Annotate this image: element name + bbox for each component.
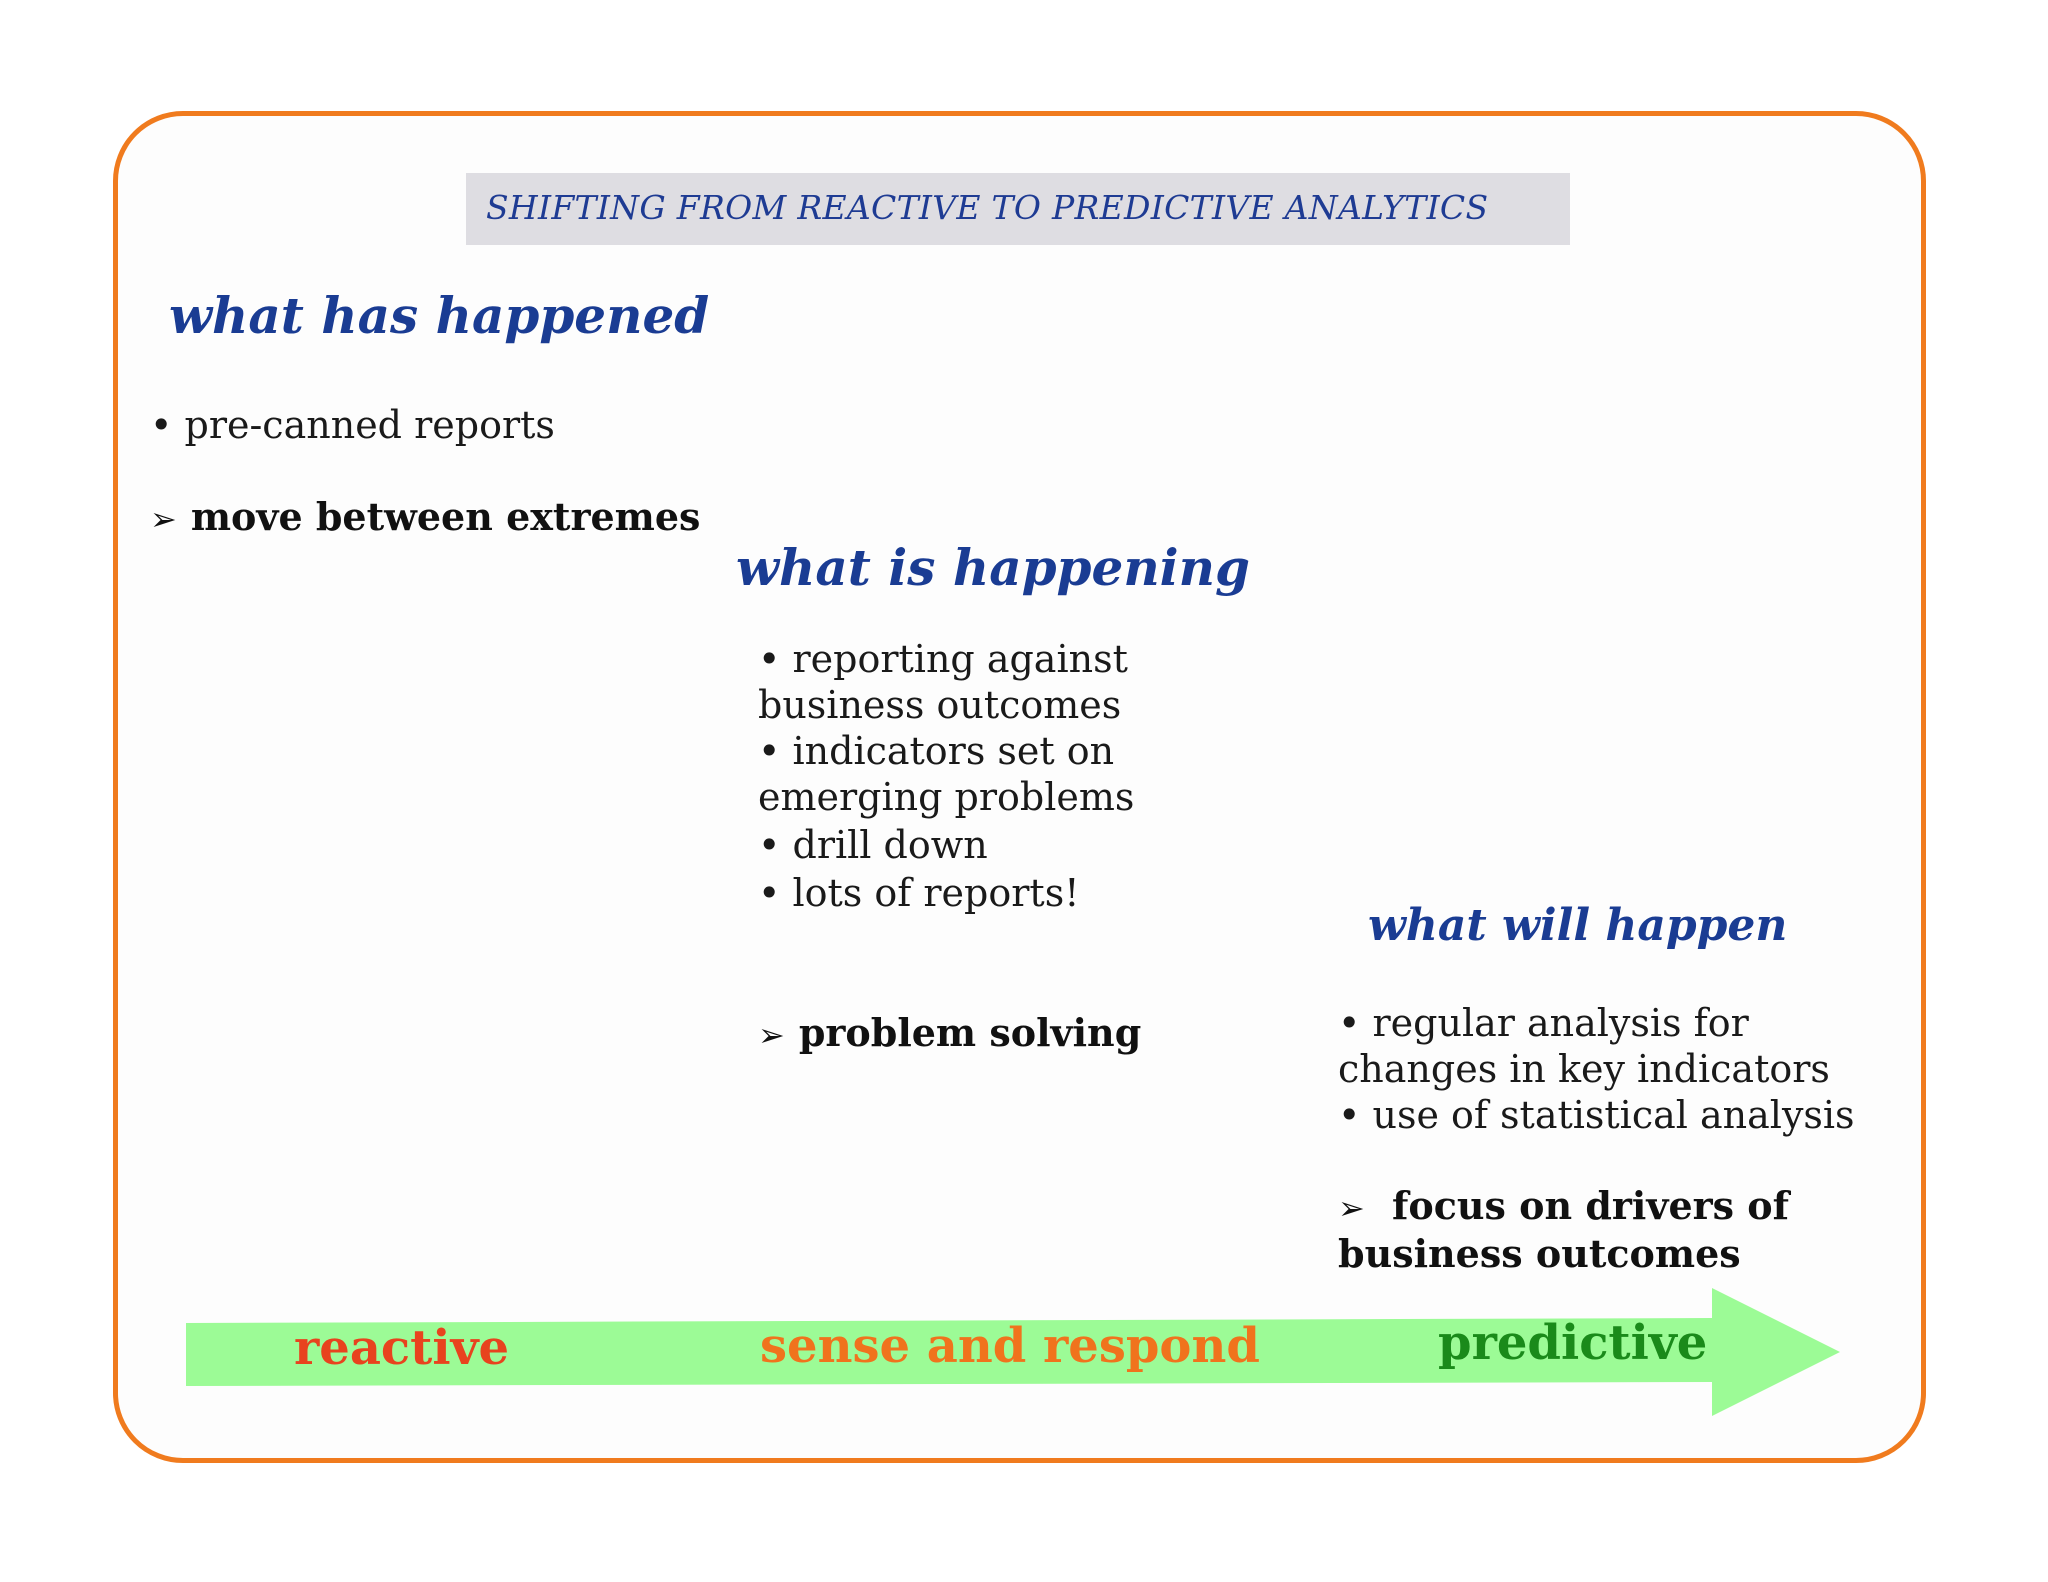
stage-label-sense-and-respond: sense and respond (760, 1318, 1260, 1374)
heading-what-will-happen: what will happen (1368, 900, 1788, 951)
slide-title: SHIFTING FROM REACTIVE TO PREDICTIVE ANALYTICS (486, 188, 1489, 227)
bullet-item: • lots of reports! (758, 871, 1080, 915)
bullet-item: • indicators set on (758, 729, 1115, 773)
conclusion-text: problem solving (798, 1010, 1142, 1055)
arrowhead-bullet-icon: ➢ (758, 1016, 785, 1054)
conclusion-text-line2: business outcomes (1338, 1231, 1741, 1276)
bullet-item: emerging problems (758, 775, 1135, 819)
bullet-item: • regular analysis for (1338, 1001, 1749, 1045)
conclusion-text: focus on drivers of (1392, 1183, 1789, 1228)
heading-what-is-happening: what is happening (736, 538, 1250, 597)
bullet-item: business outcomes (758, 683, 1122, 727)
arrowhead-bullet-icon: ➢ (150, 500, 177, 538)
bullet-item: • drill down (758, 823, 988, 867)
bullet-item: • use of statistical analysis (1338, 1093, 1855, 1137)
conclusion-text: move between extremes (190, 494, 701, 539)
bullet-item: • pre-canned reports (150, 403, 555, 447)
heading-what-has-happened: what has happened (169, 286, 710, 345)
bullet-item: • reporting against (758, 637, 1128, 681)
arrowhead-bullet-icon: ➢ (1338, 1189, 1365, 1227)
stage-label-reactive: reactive (294, 1320, 509, 1376)
bullet-item: changes in key indicators (1338, 1047, 1830, 1091)
stage-label-predictive: predictive (1438, 1315, 1708, 1371)
